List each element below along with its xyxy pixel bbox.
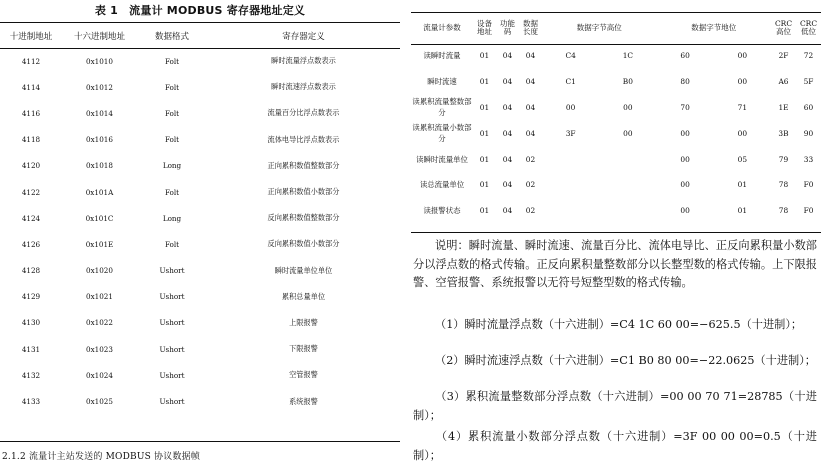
cell-hex-address: 0x1025 xyxy=(86,397,113,407)
cell-register-definition: 累积总量单位 xyxy=(281,291,326,301)
cell-function-code: 04 xyxy=(502,77,513,87)
cell-data-low-1: 00 xyxy=(680,206,690,216)
cell-device-address: 01 xyxy=(479,180,490,190)
table1-title: 表 1 流量计 MODBUS 寄存器地址定义 xyxy=(94,4,306,17)
cell-data-high-2 xyxy=(599,146,656,172)
cell-data-high-2: 00 xyxy=(623,102,633,112)
cell-register-definition: 反向累积数值整数部分 xyxy=(267,213,340,223)
cell-crc-low: 60 xyxy=(803,102,814,112)
cell-decimal-address: 4128 xyxy=(21,266,41,276)
cell-data-format: Ushort xyxy=(159,292,185,302)
cell-decimal-address: 4114 xyxy=(21,82,41,92)
table-row xyxy=(0,258,400,284)
table-row xyxy=(0,388,400,414)
cell-data-low-1: 00 xyxy=(680,128,690,138)
cell-hex-address: 0x1014 xyxy=(86,108,113,118)
cell-crc-high: 78 xyxy=(778,206,789,216)
cell-data-low-2: 01 xyxy=(737,206,748,216)
table-row xyxy=(411,120,821,146)
cell-data-high-1: 00 xyxy=(565,102,576,112)
cell-data-format: Folt xyxy=(164,135,180,145)
cell-hex-address: 0x1018 xyxy=(86,161,113,171)
cell-decimal-address: 4116 xyxy=(21,108,41,118)
table2-bottom-rule xyxy=(411,232,821,233)
cell-data-low-1: 70 xyxy=(680,102,690,112)
description-paragraph: 说明：瞬时流量、瞬时流速、流量百分比、流体电导比、正反向累积量小数部分以浮点数的格式传输。正反向累积量整数部分以长整型数的格式传输。上下限报警、空管报警、系统报警以无符号短整型数的格式传输。 xyxy=(413,239,817,289)
cell-hex-address: 0x101E xyxy=(85,239,114,249)
cell-data-low-2: 00 xyxy=(737,51,748,61)
cell-data-length: 02 xyxy=(525,154,536,164)
cell-hex-address: 0x1024 xyxy=(86,370,113,380)
table2-header-crc-low: CRC 低位 xyxy=(799,19,818,36)
table1-header-row xyxy=(0,23,400,48)
example-4-paragraph: （4）累积流量小数部分浮点数（十六进制）=3F 00 00 00=0.5（十进制）； xyxy=(413,430,817,462)
cell-hex-address: 0x1016 xyxy=(86,135,113,145)
table-row xyxy=(411,95,821,121)
cell-crc-low: 5F xyxy=(803,77,814,87)
cell-decimal-address: 4120 xyxy=(21,161,41,171)
example-1-paragraph: （1）瞬时流量浮点数（十六进制）=C4 1C 60 00=−625.5（十进制）； xyxy=(435,318,803,331)
cell-param: 读瞬时流量单位 xyxy=(416,154,468,164)
cell-data-format: Folt xyxy=(164,239,180,249)
cell-hex-address: 0x1020 xyxy=(86,266,113,276)
table-row xyxy=(0,74,400,100)
cell-data-low-2: 05 xyxy=(737,154,748,164)
cell-function-code: 04 xyxy=(502,128,513,138)
cell-param: 读累积流量整数部分 xyxy=(412,97,472,118)
table2-header-crc-high: CRC 高位 xyxy=(774,19,793,36)
cell-hex-address: 0x1010 xyxy=(86,56,113,66)
cell-crc-high: 78 xyxy=(778,180,789,190)
cell-hex-address: 0x101A xyxy=(85,187,114,197)
cell-device-address: 01 xyxy=(479,154,490,164)
cell-register-definition: 上限报警 xyxy=(289,317,318,327)
cell-data-high-2 xyxy=(599,172,656,198)
cell-register-definition: 流量百分比浮点数表示 xyxy=(267,108,340,118)
cell-data-format: Folt xyxy=(164,82,180,92)
cell-decimal-address: 4126 xyxy=(21,239,41,249)
cell-param: 瞬时流速 xyxy=(427,77,457,87)
cell-data-high-1: C1 xyxy=(565,77,576,87)
cell-crc-high: 1E xyxy=(778,102,789,112)
cell-crc-low: 72 xyxy=(803,51,814,61)
cell-register-definition: 正向累积数值整数部分 xyxy=(267,160,340,170)
cell-data-length: 04 xyxy=(525,77,536,87)
table-row xyxy=(0,336,400,362)
cell-data-low-2: 00 xyxy=(737,128,748,138)
cell-crc-low: 90 xyxy=(803,128,814,138)
cell-data-length: 04 xyxy=(525,128,536,138)
cell-data-low-1: 60 xyxy=(680,51,690,61)
table2-header-data-low: 数据字节地位 xyxy=(691,23,737,32)
cell-data-format: Folt xyxy=(164,56,180,66)
table2-header-function-code: 功能 码 xyxy=(500,19,515,36)
cell-data-length: 02 xyxy=(525,180,536,190)
cell-data-format: Ushort xyxy=(159,266,185,276)
table-row xyxy=(411,172,821,198)
section-caption: 2.1.2 流量计主站发送的 MODBUS 协议数据帧 xyxy=(2,452,201,462)
cell-decimal-address: 4133 xyxy=(21,397,41,407)
cell-decimal-address: 4112 xyxy=(21,56,41,66)
table1-body xyxy=(0,48,400,415)
cell-hex-address: 0x101C xyxy=(85,213,114,223)
cell-register-definition: 反向累积数值小数部分 xyxy=(267,239,340,249)
table-row xyxy=(0,362,400,388)
cell-register-definition: 正向累积数值小数部分 xyxy=(267,187,340,197)
cell-register-definition: 下限报警 xyxy=(289,344,318,354)
cell-data-high-1: C4 xyxy=(565,51,576,61)
cell-param: 读瞬时流量 xyxy=(423,51,461,61)
cell-register-definition: 瞬时流量浮点数表示 xyxy=(271,56,336,66)
cell-function-code: 04 xyxy=(502,51,513,61)
cell-register-definition: 瞬时流量单位单位 xyxy=(274,265,333,275)
table-row xyxy=(0,100,400,126)
table-row xyxy=(411,198,821,224)
cell-decimal-address: 4118 xyxy=(21,135,41,145)
table2-body xyxy=(411,43,821,224)
cell-param: 读报警状态 xyxy=(423,206,461,216)
cell-crc-low: F0 xyxy=(803,206,814,216)
cell-data-high-2: B0 xyxy=(622,77,633,87)
cell-data-format: Ushort xyxy=(159,370,185,380)
cell-data-high-2: 00 xyxy=(623,128,633,138)
cell-crc-high: 2F xyxy=(778,51,789,61)
table2-header-device-address: 设备 地址 xyxy=(477,19,492,36)
cell-data-format: Long xyxy=(162,161,182,171)
cell-data-low-2: 71 xyxy=(737,102,748,112)
cell-data-length: 04 xyxy=(525,51,536,61)
cell-data-format: Ushort xyxy=(159,397,185,407)
cell-data-low-1: 80 xyxy=(680,77,690,87)
table-row xyxy=(0,205,400,231)
cell-data-low-2: 01 xyxy=(737,180,748,190)
example-2-paragraph: （2）瞬时流速浮点数（十六进制）=C1 B0 80 00=−22.0625（十进制）； xyxy=(435,354,816,367)
cell-device-address: 01 xyxy=(479,102,490,112)
cell-data-high-1: 3F xyxy=(565,128,576,138)
cell-hex-address: 0x1023 xyxy=(86,344,113,354)
cell-crc-high: 79 xyxy=(778,154,789,164)
table-row xyxy=(411,69,821,95)
cell-register-definition: 瞬时流速浮点数表示 xyxy=(271,82,336,92)
cell-register-definition: 空管报警 xyxy=(289,370,318,380)
cell-data-high-2 xyxy=(599,198,656,224)
cell-register-definition: 系统报警 xyxy=(289,396,318,406)
cell-decimal-address: 4122 xyxy=(21,187,41,197)
left-column xyxy=(0,0,400,466)
cell-decimal-address: 4130 xyxy=(21,318,41,328)
cell-register-definition: 流体电导比浮点数表示 xyxy=(267,134,340,144)
table-row xyxy=(0,127,400,153)
cell-crc-high: A6 xyxy=(778,77,789,87)
table1-register-map xyxy=(0,23,400,415)
table-row xyxy=(0,179,400,205)
cell-device-address: 01 xyxy=(479,128,490,138)
table-row xyxy=(0,153,400,179)
table-row xyxy=(0,231,400,257)
cell-data-format: Ushort xyxy=(159,344,185,354)
table2-header-param: 流量计参数 xyxy=(423,23,461,32)
table-row xyxy=(411,43,821,69)
example-3-paragraph: （3）累积流量整数部分浮点数（十六进制）=00 00 70 71=28785（十进制）； xyxy=(413,390,817,422)
right-column xyxy=(411,0,821,466)
table-row xyxy=(0,284,400,310)
cell-data-high-1 xyxy=(542,198,599,224)
cell-data-high-1 xyxy=(542,146,599,172)
cell-data-low-2: 00 xyxy=(737,77,748,87)
cell-data-format: Long xyxy=(162,213,182,223)
cell-data-format: Folt xyxy=(164,187,180,197)
cell-data-length: 02 xyxy=(525,206,536,216)
cell-data-format: Ushort xyxy=(159,318,185,328)
table1-header-hex: 十六进制地址 xyxy=(73,31,125,42)
cell-function-code: 04 xyxy=(502,154,513,164)
cell-data-low-1: 00 xyxy=(680,154,690,164)
cell-device-address: 01 xyxy=(479,77,490,87)
cell-hex-address: 0x1022 xyxy=(86,318,113,328)
cell-hex-address: 0x1021 xyxy=(86,292,113,302)
cell-data-length: 04 xyxy=(525,102,536,112)
cell-param: 读累积流量小数部分 xyxy=(412,123,472,144)
cell-hex-address: 0x1012 xyxy=(86,82,113,92)
cell-decimal-address: 4129 xyxy=(21,292,41,302)
table2-header-data-length: 数据 长度 xyxy=(523,19,538,36)
cell-data-low-1: 00 xyxy=(680,180,690,190)
cell-data-high-2: 1C xyxy=(622,51,634,61)
cell-crc-low: F0 xyxy=(803,180,814,190)
cell-device-address: 01 xyxy=(479,51,490,61)
cell-data-high-1 xyxy=(542,172,599,198)
table2-modbus-frames xyxy=(411,13,821,224)
table1-header-format: 数据格式 xyxy=(154,31,189,42)
cell-decimal-address: 4124 xyxy=(21,213,41,223)
cell-crc-high: 3B xyxy=(778,128,789,138)
table-row xyxy=(0,310,400,336)
table1-header-decimal: 十进制地址 xyxy=(9,31,53,42)
cell-data-format: Folt xyxy=(164,108,180,118)
cell-function-code: 04 xyxy=(502,102,513,112)
cell-decimal-address: 4132 xyxy=(21,370,41,380)
table-row xyxy=(411,146,821,172)
cell-decimal-address: 4131 xyxy=(21,344,41,354)
cell-crc-low: 33 xyxy=(803,154,814,164)
table2-header-row xyxy=(411,13,821,43)
cell-function-code: 04 xyxy=(502,206,513,216)
cell-device-address: 01 xyxy=(479,206,490,216)
cell-param: 读总流量单位 xyxy=(419,180,465,190)
cell-function-code: 04 xyxy=(502,180,513,190)
table1-header-definition: 寄存器定义 xyxy=(282,31,325,42)
table-row xyxy=(0,48,400,74)
table1-bottom-rule xyxy=(0,441,400,442)
table2-header-data-high: 数据字节高位 xyxy=(576,23,622,32)
